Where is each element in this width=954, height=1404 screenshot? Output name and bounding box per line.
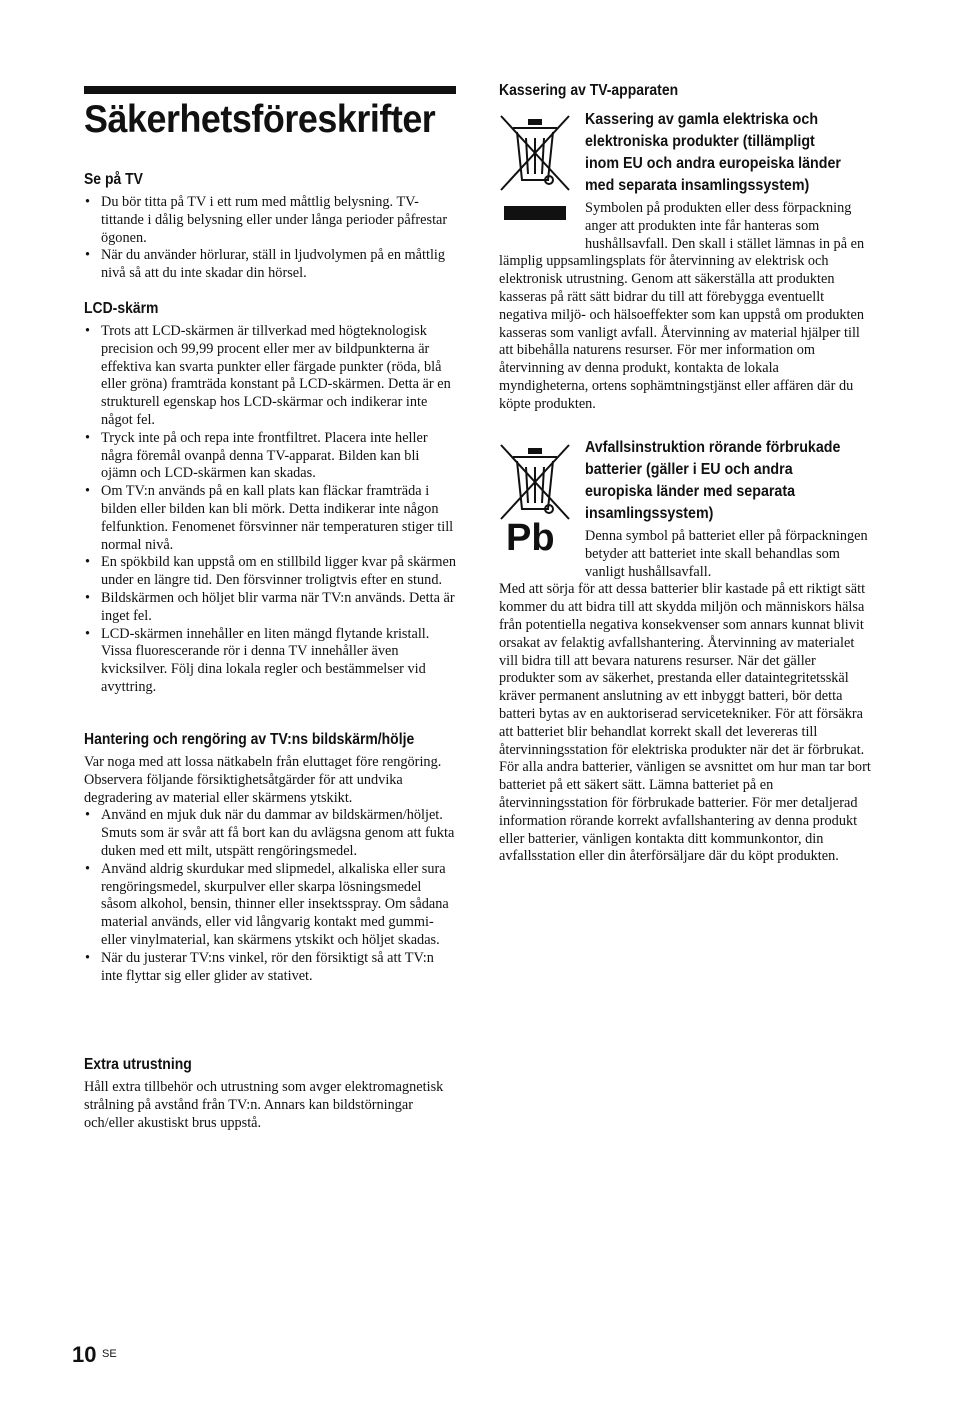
weee-product-heading: Kassering av gamla elektriska och elektroniska produkter (tillämpligt inom EU och andra europeiska länder med separata insamlingssystem)	[585, 111, 841, 194]
list-item: • När du justerar TV:ns vinkel, rör den försiktigt så att TV:n inte flyttar sig eller glider av stativet.	[84, 950, 456, 986]
battery-text	[499, 528, 871, 866]
bullet-list	[84, 323, 456, 697]
title-rule	[84, 86, 456, 94]
list-item: • Använd en mjuk duk när du dammar av bildskärmen/höljet. Smuts som är svår att få bort kan du avlägsna genom att fukta duken med ett milt, utspätt rengöringsmedel.	[84, 807, 456, 860]
list-item: • Tryck inte på och repa inte frontfiltret. Placera inte heller några föremål ovanpå denna TV-apparat. Bilden kan bli ojämn och LCD-skärmen kan skadas.	[84, 430, 456, 483]
section-extra-utrustning	[84, 1055, 456, 1132]
section-heading: Kassering av TV-apparaten	[499, 82, 679, 99]
bullet-list	[84, 807, 456, 985]
section-heading: Se på TV	[84, 171, 143, 188]
text-wrap-spacer	[499, 200, 585, 236]
weee-product-text	[499, 200, 871, 414]
text-wrap-spacer	[499, 528, 585, 564]
pb-label: Pb	[506, 517, 555, 559]
section-heading: Hantering och rengöring av TV:ns bildskärm/hölje	[84, 731, 415, 748]
list-item: • Använd aldrig skurdukar med slipmedel, alkaliska eller sura rengöringsmedel, skurpulver eller skarpa lösningsmedel såsom alkohol, bensin, thinner eller insektsspray. Om sådana material används, eller vid långvarig kontakt med gummi- eller vinylmaterial, kan skärmens ytskikt och höljet skadas.	[84, 861, 456, 950]
paragraph: Symbolen på produkten eller dess förpackning anger att produkten inte får hanteras som hushållsavfall. Den skall i stället lämnas in på en lämplig uppsamlingsplats för återvinning av elektrisk och elektronisk utrustning. Genom att säkerställa att produkten kasseras på rätt sätt bidrar du till att förebygga eventuellt negativa miljö- och hälsoeffekter som kan uppstå om produkten kasseras som vanligt avfall. Återvinning av material hjälper till att bibehålla naturens resurser. För mer information om återvinning av denna produkt, kontakta de lokala myndigheterna, ortens sophämtningstjänst eller affären där du köpte produkten.	[499, 200, 865, 412]
paragraph: Med att sörja för att dessa batterier blir kastade på ett riktigt sätt kommer du att bidra till att skydda miljön och människors hälsa från potentiella negativa konsekvenser som annars kunnat blivit orsakat av felaktig avfallshantering. Återvinning av materialet vill bidra till att bevara naturens resurser. När det gäller produkter som av säkerhet, prestanda eller dataintegritetsskäl kräver permanent anslutning av ett inbyggt batteri, bör detta batteri bytas av en auktoriserad servicetekniker. För att försäkra att batteriet blir behandlat korrekt skall det levereras till återvinningsstation för elektriska produkter när det är förbrukat. För alla andra batterier, vänligen se avsnittet om hur man tar bort batteriet på ett säkert sätt. Lämna batteriet på en återvinningsstation för förbrukade batterier. För mer detaljerad information rörande korrekt avfallshantering av denna produkt eller batterier, vänligen kontakta ditt kommunkontor, din avfallsstation eller din återförsäljare där du köpt produkten.	[499, 581, 871, 865]
section-hantering	[84, 730, 456, 985]
section-heading: LCD-skärm	[84, 300, 159, 317]
page-title: Säkerhetsföreskrifter	[84, 98, 436, 141]
list-item: • Om TV:n används på en kall plats kan fläckar framträda i bilden eller bilden kan bli mörk. Detta indikerar inte någon felfunktion. Fenomenet försvinner när temperaturen stiger till normal nivå.	[84, 483, 456, 554]
list-item: • När du använder hörlurar, ställ in ljudvolymen på en måttlig nivå så att du inte skadar din hörsel.	[84, 247, 456, 283]
list-item: • Trots att LCD-skärmen är tillverkad med högteknologisk precision och 99,99 procent eller mer av bildpunkterna är effektiva kan svarta punkter eller färgade punkter (röda, blå eller gröna) framträda konstant på LCD-skärmen. Detta är en strukturell egenskap hos LCD-skärmar och indikerar inte något fel.	[84, 323, 456, 430]
section-kassering	[499, 81, 871, 105]
list-item: • LCD-skärmen innehåller en liten mängd flytande kristall. Vissa fluorescerande rör i denna TV innehåller även kvicksilver. Följ dina lokala regler och bestämmelser vid avyttring.	[84, 626, 456, 697]
page-number: 10	[72, 1342, 97, 1367]
paragraph: Håll extra tillbehör och utrustning som avger elektromagnetisk strålning på avstånd från TV:n. Annars kan bildstörningar och/eller akustiskt brus uppstå.	[84, 1079, 444, 1131]
bullet-list	[84, 194, 456, 283]
section-heading: Extra utrustning	[84, 1056, 192, 1073]
list-item: • Bildskärmen och höljet blir varma när TV:n används. Detta är inget fel.	[84, 590, 456, 626]
paragraph: Var noga med att lossa nätkabeln från eluttaget före rengöring.	[84, 754, 442, 770]
list-item: • Du bör titta på TV i ett rum med måttlig belysning. TV-tittande i dålig belysning eller under långa perioder påfrestar ögonen.	[84, 194, 456, 247]
paragraph: Denna symbol på batteriet eller på förpackningen betyder att batteriet inte skall behandlas som vanligt hushållsavfall.	[585, 528, 868, 580]
battery-heading: Avfallsinstruktion rörande förbrukade batterier (gäller i EU och andra europiska länder med separata insamlingssystem)	[585, 439, 841, 522]
paragraph: Observera följande försiktighetsåtgärder för att undvika degradering av material eller skärmens ytskikt.	[84, 771, 403, 806]
page-language-code: SE	[102, 1348, 117, 1360]
list-item: • En spökbild kan uppstå om en stillbild ligger kvar på skärmen under en längre tid. Den försvinner troligtvis efter en stund.	[84, 554, 456, 590]
section-se-pa-tv	[84, 170, 456, 283]
section-lcd	[84, 299, 456, 697]
